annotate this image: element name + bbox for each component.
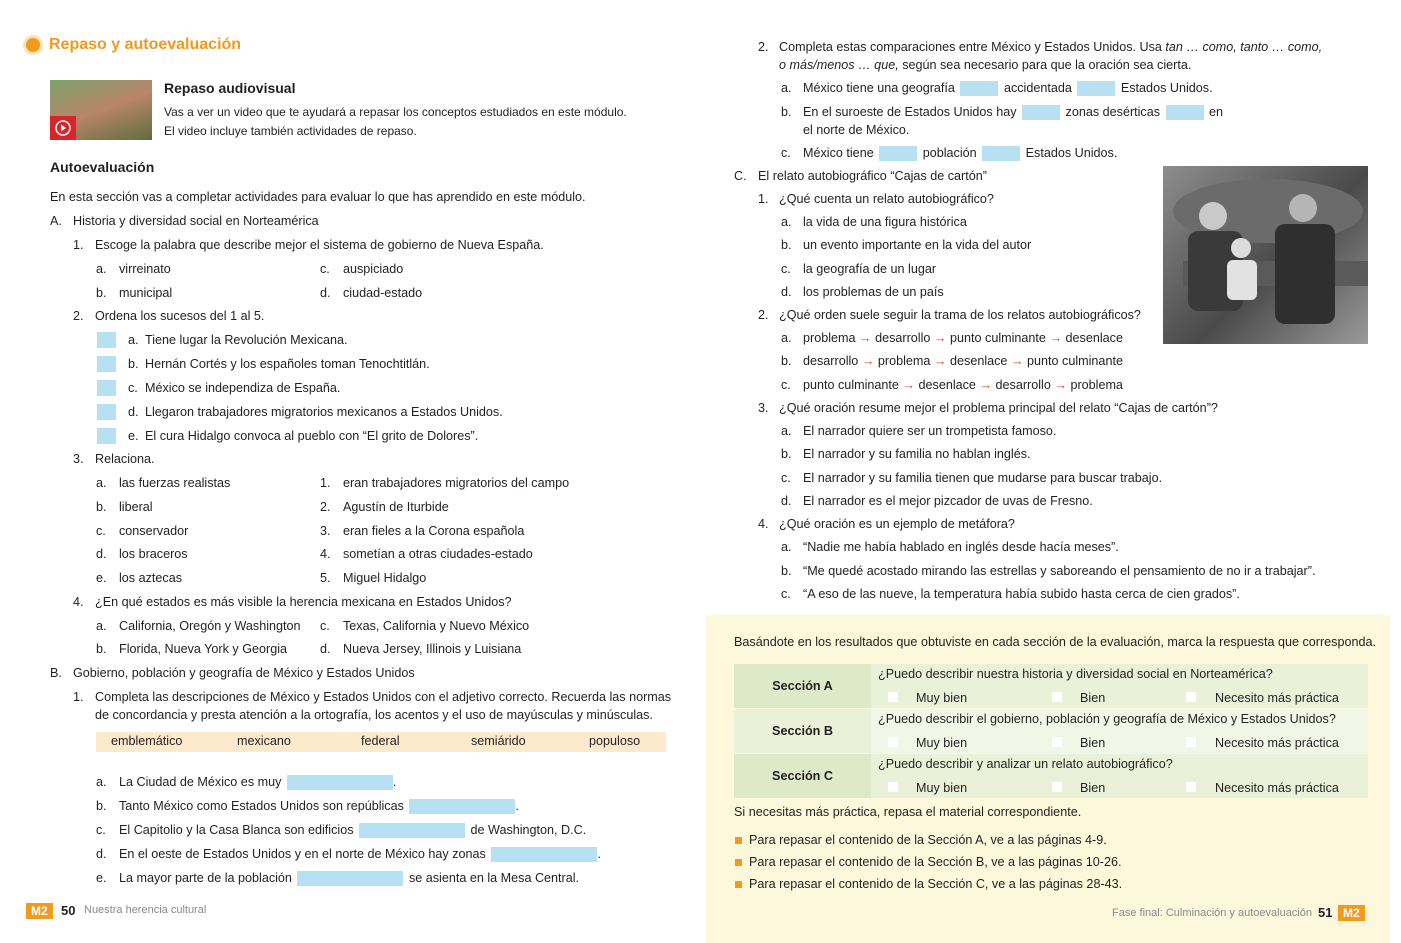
c3-text: ¿Qué oración resume mejor el problema principal del relato “Cajas de cartón”? [779, 401, 1218, 415]
item-text: . [392, 775, 397, 789]
a4-opt-label: b. [96, 642, 107, 656]
a4-opt-label: a. [96, 619, 107, 633]
a3-left-item: las fuerzas realistas [119, 476, 231, 490]
c3-opt[interactable]: El narrador quiere ser un trompetista famoso. [803, 424, 1057, 438]
a4-opt[interactable]: California, Oregón y Washington [119, 619, 301, 633]
item-text: de Washington, D.C. [470, 823, 587, 837]
item-text: En el oeste de Estados Unidos y en el norte de México hay zonas [119, 847, 486, 861]
a2-item-label: d. [128, 405, 139, 419]
page-number-left: 50 [61, 903, 76, 918]
c3-opt-label: c. [781, 471, 791, 485]
checkbox[interactable] [1186, 692, 1196, 702]
item-text: La mayor parte de la población [119, 871, 292, 885]
item-text: México tiene [803, 146, 874, 160]
eval-option: Muy bien [916, 691, 968, 705]
c4-opt-label: a. [781, 540, 792, 554]
review-link: Para repasar el contenido de la Sección C, ve a las páginas 28-43. [749, 877, 1123, 891]
a3-left-label: c. [96, 524, 106, 538]
fill-blank-input[interactable] [960, 81, 998, 96]
section-title: Repaso y autoevaluación [49, 36, 242, 53]
checkbox[interactable] [1186, 737, 1196, 747]
item-text: zonas desérticas [1065, 105, 1161, 119]
plot-step: punto culminante [1027, 354, 1123, 368]
arrow-icon: → [1010, 354, 1024, 368]
video-thumbnail[interactable] [50, 80, 152, 140]
eval-option: Bien [1080, 691, 1106, 705]
c1-num: 1. [758, 192, 769, 206]
a2-num: 2. [73, 309, 84, 323]
a3-right-item: eran trabajadores migratorios del campo [343, 476, 570, 490]
a1-opt[interactable]: auspiciado [343, 262, 404, 276]
c3-opt[interactable]: El narrador es el mejor pizcador de uvas de Fresno. [803, 494, 1093, 508]
item-text: La Ciudad de México es muy [119, 775, 282, 789]
a2-item: México se independiza de España. [145, 381, 341, 395]
a3-left-item: conservador [119, 524, 189, 538]
arrow-icon: → [859, 331, 872, 345]
plot-step: problema [877, 354, 931, 368]
fill-blank-input[interactable] [359, 823, 465, 838]
a2-text: Ordena los sucesos del 1 al 5. [95, 309, 265, 323]
a1-opt-label: d. [320, 286, 331, 300]
a4-text: ¿En qué estados es más visible la herencia mexicana en Estados Unidos? [95, 595, 512, 609]
word-bank-item: semiárido [471, 734, 526, 748]
item-label: c. [96, 823, 106, 837]
item-text: accidentada [1003, 81, 1072, 95]
eval-option: Bien [1080, 781, 1106, 795]
item-text: Estados Unidos. [1025, 146, 1118, 160]
fill-blank-input[interactable] [409, 799, 515, 814]
eval-row-a [734, 664, 1368, 708]
item-label: d. [96, 847, 107, 861]
a3-left-label: b. [96, 500, 107, 514]
item-text: . [515, 799, 519, 813]
c1-opt-label: c. [781, 262, 791, 276]
word-bank-item: populoso [589, 734, 641, 748]
section-c-title: El relato autobiográfico “Cajas de cartón” [758, 169, 987, 183]
family-photo [1163, 166, 1368, 344]
fill-blank-input[interactable] [982, 146, 1020, 161]
eval-row-label: Sección B [734, 709, 871, 753]
b2-num: 2. [758, 40, 769, 54]
module-badge-left: M2 [26, 903, 53, 919]
a2-item-label: b. [128, 357, 139, 371]
arrow-icon: → [979, 378, 993, 392]
bullet-icon [735, 837, 742, 844]
b2-item-b-cont: el norte de México. [803, 123, 910, 137]
item-label: b. [781, 105, 792, 119]
order-input-box[interactable] [97, 380, 116, 396]
a4-opt[interactable]: Nueva Jersey, Illinois y Luisiana [343, 642, 522, 656]
panel-intro: Basándote en los resultados que obtuviste en cada sección de la evaluación, marca la respuesta que corresponda. [734, 635, 1376, 649]
a4-opt-label: d. [320, 642, 331, 656]
a3-right-label: 2. [320, 500, 331, 514]
a1-text: Escoge la palabra que describe mejor el sistema de gobierno de Nueva España. [95, 238, 544, 252]
checkbox[interactable] [1052, 692, 1062, 702]
b1-num: 1. [73, 690, 84, 704]
c3-opt-label: a. [781, 424, 792, 438]
b1-item-a [96, 775, 396, 790]
eval-option: Muy bien [916, 736, 968, 750]
arrow-icon: → [933, 354, 947, 368]
eval-row-question: ¿Puedo describir nuestra historia y diversidad social en Norteamérica? [878, 667, 1273, 681]
item-text: Tanto México como Estados Unidos son repúblicas [119, 799, 404, 813]
checkbox[interactable] [1052, 782, 1062, 792]
fill-blank-input[interactable] [1166, 105, 1204, 120]
a1-opt[interactable]: virreinato [119, 262, 171, 276]
a3-right-item: Miguel Hidalgo [343, 571, 427, 585]
c1-opt-label: b. [781, 238, 792, 252]
plot-step: desenlace [950, 354, 1008, 368]
audiovisual-line1: Vas a ver un video que te ayudará a repasar los conceptos estudiados en este módulo. [164, 105, 627, 119]
b1-line1: Completa las descripciones de México y Estados Unidos con el adjetivo correcto. Recuerda las normas [95, 690, 672, 704]
plot-step: desenlace [918, 378, 976, 392]
review-link: Para repasar el contenido de la Sección B, ve a las páginas 10-26. [749, 855, 1122, 869]
c2-opt-b[interactable] [781, 354, 1123, 368]
a4-num: 4. [73, 595, 84, 609]
a3-num: 3. [73, 452, 84, 466]
eval-option: Necesito más práctica [1215, 736, 1339, 750]
eval-row-c [734, 754, 1368, 798]
eval-row-question: ¿Puedo describir y analizar un relato autobiográfico? [878, 757, 1173, 771]
item-label: c. [781, 146, 791, 160]
a3-right-label: 1. [320, 476, 331, 490]
a3-left-label: a. [96, 476, 107, 490]
c1-opt-label: d. [781, 285, 792, 299]
order-input-box[interactable] [97, 428, 116, 444]
item-label: e. [96, 871, 107, 885]
plot-step: punto culminante [950, 331, 1046, 345]
checkbox[interactable] [888, 692, 898, 702]
item-label: c. [781, 378, 791, 392]
autoevaluacion-title: Autoevaluación [50, 159, 155, 175]
panel-note: Si necesitas más práctica, repasa el material correspondiente. [734, 805, 1082, 819]
section-a-letter: A. [50, 214, 62, 228]
b2-item-b [781, 105, 1223, 120]
item-text: México tiene una geografía [803, 81, 955, 95]
b2-line1 [779, 40, 1322, 54]
plot-step: punto culminante [803, 378, 899, 392]
c1-text: ¿Qué cuenta un relato autobiográfico? [779, 192, 994, 206]
c3-num: 3. [758, 401, 769, 415]
c2-num: 2. [758, 308, 769, 322]
c1-opt[interactable]: la vida de una figura histórica [803, 215, 967, 229]
item-text: El Capitolio y la Casa Blanca son edificios [119, 823, 354, 837]
a2-item: Tiene lugar la Revolución Mexicana. [145, 333, 348, 347]
eval-option: Bien [1080, 736, 1106, 750]
c3-opt-label: d. [781, 494, 792, 508]
section-c-letter: C. [734, 169, 747, 183]
fill-blank-input[interactable] [297, 871, 403, 886]
b1-item-e [96, 871, 579, 886]
section-a-title: Historia y diversidad social en Norteamérica [73, 214, 319, 228]
a1-num: 1. [73, 238, 84, 252]
item-text: . [597, 847, 601, 861]
c4-opt[interactable]: “Nadie me había hablado en inglés desde hacía meses”. [803, 540, 1119, 554]
eval-row-label: Sección C [734, 754, 871, 798]
a3-right-item: sometían a otras ciudades-estado [343, 547, 533, 561]
c1-opt[interactable]: la geografía de un lugar [803, 262, 937, 276]
section-b-title: Gobierno, población y geografía de México y Estados Unidos [73, 666, 415, 680]
eval-row-question: ¿Puedo describir el gobierno, población y geografía de México y Estados Unidos? [878, 712, 1336, 726]
a2-item-label: a. [128, 333, 139, 347]
a1-opt-label: b. [96, 286, 107, 300]
c1-opt[interactable]: los problemas de un país [803, 285, 944, 299]
c2-opt-c[interactable] [781, 378, 1123, 392]
intro-text: En esta sección vas a completar actividades para evaluar lo que has aprendido en este módulo. [50, 190, 586, 204]
section-b-letter: B. [50, 666, 62, 680]
a2-item-label: e. [128, 429, 139, 443]
c2-text: ¿Qué orden suele seguir la trama de los relatos autobiográficos? [779, 308, 1141, 322]
a3-left-item: liberal [119, 500, 153, 514]
b1-item-b [96, 799, 519, 814]
b1-line2: de concordancia y presta atención a la ortografía, los acentos y el uso de mayúsculas y minúsculas. [95, 708, 653, 722]
eval-option: Muy bien [916, 781, 968, 795]
fill-blank-input[interactable] [1022, 105, 1060, 120]
b2-item-c [781, 146, 1117, 161]
a4-opt-label: c. [320, 619, 330, 633]
item-label: b. [96, 799, 107, 813]
c3-opt[interactable]: El narrador y su familia tienen que mudarse para buscar trabajo. [803, 471, 1163, 485]
item-text: en [1209, 105, 1224, 119]
item-label: a. [96, 775, 107, 789]
a3-right-label: 5. [320, 571, 331, 585]
c4-text: ¿Qué oración es un ejemplo de metáfora? [779, 517, 1015, 531]
audiovisual-title: Repaso audiovisual [164, 80, 296, 96]
arrow-icon: → [1049, 331, 1063, 345]
c4-opt-label: b. [781, 564, 792, 578]
b2-item-a [781, 81, 1213, 96]
checkbox[interactable] [888, 737, 898, 747]
arrow-icon: → [902, 378, 916, 392]
review-link: Para repasar el contenido de la Sección A, ve a las páginas 4-9. [749, 833, 1107, 847]
a2-item: Llegaron trabajadores migratorios mexicanos a Estados Unidos. [145, 405, 503, 419]
word-bank [96, 732, 666, 752]
c4-opt[interactable]: “A eso de las nueve, la temperatura había subido hasta cerca de cien grados”. [803, 587, 1240, 601]
a3-text: Relaciona. [95, 452, 155, 466]
word-bank-item: emblemático [111, 734, 183, 748]
footer-title-right: Fase final: Culminación y autoevaluación [1112, 907, 1312, 919]
a2-item: Hernán Cortés y los españoles toman Tenochtitlán. [145, 357, 430, 371]
c1-opt-label: a. [781, 215, 792, 229]
a3-left-label: e. [96, 571, 107, 585]
c3-opt[interactable]: El narrador y su familia no hablan inglés. [803, 447, 1031, 461]
footer-title-left: Nuestra herencia cultural [84, 904, 207, 916]
bullet-icon [735, 881, 742, 888]
item-text: Estados Unidos. [1120, 81, 1213, 95]
b2-line1-text: Completa estas comparaciones entre México y Estados Unidos. Usa [779, 40, 1166, 54]
a3-left-label: d. [96, 547, 107, 561]
section-bullet-icon [26, 38, 40, 52]
order-input-box[interactable] [97, 332, 116, 348]
a1-opt-label: a. [96, 262, 107, 276]
eval-option: Necesito más práctica [1215, 691, 1339, 705]
fill-blank-input[interactable] [491, 847, 597, 862]
c1-opt[interactable]: un evento importante en la vida del autor [803, 238, 1032, 252]
plot-step: desarrollo [995, 378, 1051, 392]
eval-row-label: Sección A [734, 664, 871, 708]
plot-step: desarrollo [803, 354, 859, 368]
arrow-icon: → [861, 354, 875, 368]
a3-right-label: 4. [320, 547, 331, 561]
play-icon[interactable] [50, 116, 76, 140]
item-label: a. [781, 331, 792, 345]
arrow-icon: → [933, 331, 947, 345]
eval-row-b [734, 709, 1368, 753]
plot-step: problema [803, 331, 856, 345]
item-text: En el suroeste de Estados Unidos hay [803, 105, 1017, 119]
a4-opt[interactable]: Texas, California y Nuevo México [343, 619, 530, 633]
fill-blank-input[interactable] [1077, 81, 1115, 96]
b1-item-c [96, 823, 586, 838]
a1-opt-label: c. [320, 262, 330, 276]
a3-right-label: 3. [320, 524, 331, 538]
word-bank-item: mexicano [237, 734, 291, 748]
a3-right-item: Agustín de Iturbide [343, 500, 449, 514]
a3-left-item: los aztecas [119, 571, 182, 585]
c2-opt-a[interactable] [781, 331, 1123, 345]
checkbox[interactable] [1186, 782, 1196, 792]
bullet-icon [735, 859, 742, 866]
checkbox[interactable] [1052, 737, 1062, 747]
b2-line2-text: según sea necesario para que la oración sea cierta. [898, 58, 1192, 72]
a1-opt[interactable]: municipal [119, 286, 173, 300]
c4-opt-label: c. [781, 587, 791, 601]
c4-opt[interactable]: “Me quedé acostado mirando las estrellas y saboreando el pensamiento de no ir a trabajar”. [803, 564, 1316, 578]
c4-num: 4. [758, 517, 769, 531]
audiovisual-line2: El video incluye también actividades de repaso. [164, 124, 417, 138]
order-input-box[interactable] [97, 356, 116, 372]
item-text: población [922, 146, 977, 160]
a3-right-item: eran fieles a la Corona española [343, 524, 525, 538]
fill-blank-input[interactable] [287, 775, 393, 790]
word-bank-item: federal [361, 734, 400, 748]
a4-opt[interactable]: Florida, Nueva York y Georgia [119, 642, 288, 656]
a2-item: El cura Hidalgo convoca al pueblo con “El grito de Dolores”. [145, 429, 479, 443]
a1-opt[interactable]: ciudad-estado [343, 286, 423, 300]
item-text: se asienta en la Mesa Central. [408, 871, 580, 885]
a3-left-item: los braceros [119, 547, 188, 561]
item-label: a. [781, 81, 792, 95]
arrow-icon: → [1054, 378, 1067, 392]
page-number-right: 51 [1318, 905, 1333, 920]
b2-line2-italic: o más/menos … que, [779, 58, 899, 72]
c3-opt-label: b. [781, 447, 792, 461]
checkbox[interactable] [888, 782, 898, 792]
order-input-box[interactable] [97, 404, 116, 420]
a2-item-label: c. [128, 381, 138, 395]
b1-item-d [96, 847, 601, 862]
plot-step: problema [1070, 378, 1123, 392]
fill-blank-input[interactable] [879, 146, 917, 161]
plot-step: desarrollo [875, 331, 931, 345]
module-badge-right: M2 [1338, 905, 1365, 921]
b2-line2 [779, 58, 1191, 72]
plot-step: desenlace [1065, 331, 1123, 345]
b2-line1-italic: tan … como, tanto … como, [1165, 40, 1323, 54]
item-label: b. [781, 354, 792, 368]
eval-option: Necesito más práctica [1215, 781, 1339, 795]
